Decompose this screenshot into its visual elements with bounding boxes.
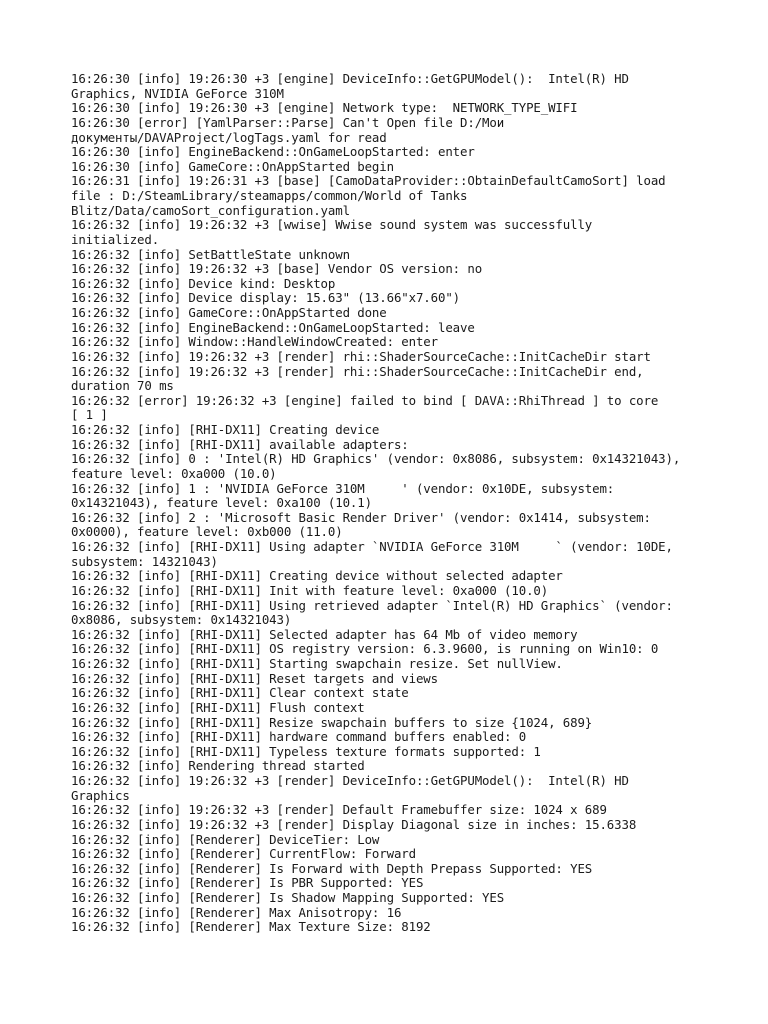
log-line: 16:26:31 [info] 19:26:31 +3 [base] [CamoDataProvider::ObtainDefaultCamoSort] load	[71, 173, 666, 189]
log-line: [ 1 ]	[71, 407, 108, 423]
log-line: 0x14321043), feature level: 0xa100 (10.1)	[71, 495, 372, 511]
log-line: 16:26:30 [info] GameCore::OnAppStarted begin	[71, 158, 394, 174]
log-line: 16:26:32 [info] [RHI-DX11] Typeless texture formats supported: 1	[71, 743, 541, 759]
log-line: file : D:/SteamLibrary/steamapps/common/World of Tanks	[71, 188, 468, 203]
log-line: 16:26:32 [info] 19:26:32 +3 [wwise] Wwise sound system was successfully	[71, 217, 593, 233]
log-line: 16:26:32 [info] [Renderer] Is PBR Supported: YES	[71, 875, 424, 891]
log-line: 16:26:32 [info] 19:26:32 +3 [render] DeviceInfo::GetGPUModel(): Intel(R) HD	[71, 773, 629, 788]
log-line: 16:26:32 [info] 2 : 'Microsoft Basic Render Driver' (vendor: 0x1414, subsystem:	[71, 509, 651, 525]
log-line: Graphics	[71, 787, 130, 803]
log-line: 16:26:32 [info] [RHI-DX11] Creating device without selected adapter	[71, 568, 563, 584]
log-line: 16:26:32 [info] [Renderer] Is Forward with Depth Prepass Supported: YES	[71, 860, 593, 876]
log-line: 16:26:32 [info] Window::HandleWindowCreated: enter	[71, 334, 438, 350]
log-line: initialized.	[71, 231, 160, 247]
log-line: 16:26:32 [info] [RHI-DX11] Clear context state	[71, 685, 409, 701]
log-line: 16:26:30 [info] 19:26:30 +3 [engine] Network type: NETWORK_TYPE_WIFI	[71, 100, 578, 116]
log-line: 16:26:32 [info] [Renderer] Max Texture Size: 8192	[71, 919, 431, 935]
log-line: документы/DAVAProject/logTags.yaml for read	[71, 129, 387, 145]
log-line: 16:26:32 [info] [RHI-DX11] OS registry version: 6.3.9600, is running on Win10: 0	[71, 641, 659, 657]
log-line: 16:26:32 [info] [Renderer] CurrentFlow: Forward	[71, 846, 416, 862]
log-line: Blitz/Data/camoSort_configuration.yaml	[71, 202, 350, 218]
log-line: 16:26:32 [info] 1 : 'NVIDIA GeForce 310M ' (vendor: 0x10DE, subsystem:	[71, 480, 615, 496]
log-line: 16:26:32 [error] 19:26:32 +3 [engine] failed to bind [ DAVA::RhiThread ] to core	[71, 392, 659, 408]
log-line: 16:26:32 [info] [RHI-DX11] Flush context	[71, 699, 365, 715]
log-line: 16:26:32 [info] 19:26:32 +3 [render] Display Diagonal size in inches: 15.6338	[71, 816, 637, 832]
log-line: 16:26:32 [info] [RHI-DX11] Using retrieved adapter `Intel(R) HD Graphics` (vendor:	[71, 597, 673, 613]
log-line: 0x0000), feature level: 0xb000 (11.0)	[71, 524, 343, 540]
log-line: 16:26:32 [info] SetBattleState unknown	[71, 246, 350, 262]
log-line: 16:26:32 [info] GameCore::OnAppStarted done	[71, 305, 387, 320]
log-line: 16:26:32 [info] Device display: 15.63" (13.66"x7.60")	[71, 290, 461, 306]
log-line: 16:26:30 [info] 19:26:30 +3 [engine] DeviceInfo::GetGPUModel(): Intel(R) HD	[71, 71, 629, 86]
log-line: Graphics, NVIDIA GeForce 310M	[71, 85, 284, 101]
log-line: 16:26:32 [info] 19:26:32 +3 [render] rhi::ShaderSourceCache::InitCacheDir start	[71, 348, 651, 364]
log-line: 16:26:32 [info] [Renderer] Max Anisotropy: 16	[71, 904, 402, 920]
log-line: subsystem: 14321043)	[71, 553, 218, 569]
log-line: 16:26:32 [info] Device kind: Desktop	[71, 275, 336, 291]
log-line: 16:26:32 [info] [RHI-DX11] Reset targets and views	[71, 670, 438, 686]
log-line: 16:26:30 [info] EngineBackend::OnGameLoopStarted: enter	[71, 144, 475, 160]
log-line: 16:26:32 [info] [RHI-DX11] Using adapter `NVIDIA GeForce 310M ` (vendor: 10DE,	[71, 539, 673, 554]
log-line: 16:26:32 [info] 0 : 'Intel(R) HD Graphics' (vendor: 0x8086, subsystem: 0x14321043),	[71, 451, 681, 467]
log-line: 16:26:32 [info] EngineBackend::OnGameLoopStarted: leave	[71, 319, 475, 335]
log-line: 16:26:32 [info] [RHI-DX11] Init with feature level: 0xa000 (10.0)	[71, 582, 549, 598]
log-line: 16:26:30 [error] [YamlParser::Parse] Can't Open file D:/Мои	[71, 114, 505, 130]
log-line: feature level: 0xa000 (10.0)	[71, 465, 277, 481]
log-line: 16:26:32 [info] [RHI-DX11] Creating device	[71, 422, 380, 437]
log-line: 16:26:32 [info] [RHI-DX11] Starting swapchain resize. Set nullView.	[71, 656, 563, 671]
log-line: 16:26:32 [info] Rendering thread started	[71, 758, 365, 774]
log-line: 16:26:32 [info] [Renderer] DeviceTier: Low	[71, 831, 380, 847]
log-line: 16:26:32 [info] 19:26:32 +3 [render] rhi::ShaderSourceCache::InitCacheDir end,	[71, 363, 644, 379]
log-document	[71, 72, 711, 935]
log-line: 16:26:32 [info] [RHI-DX11] Selected adapter has 64 Mb of video memory	[71, 626, 578, 642]
log-line: 16:26:32 [info] [RHI-DX11] available adapters:	[71, 436, 409, 452]
log-line: 0x8086, subsystem: 0x14321043)	[71, 612, 292, 628]
log-line: 16:26:32 [info] [Renderer] Is Shadow Mapping Supported: YES	[71, 890, 505, 905]
log-line: 16:26:32 [info] [RHI-DX11] hardware command buffers enabled: 0	[71, 729, 527, 745]
log-line: 16:26:32 [info] 19:26:32 +3 [render] Default Framebuffer size: 1024 x 689	[71, 802, 607, 818]
log-line: 16:26:32 [info] 19:26:32 +3 [base] Vendor OS version: no	[71, 261, 483, 277]
log-line: 16:26:32 [info] [RHI-DX11] Resize swapchain buffers to size {1024, 689}	[71, 714, 593, 730]
log-line: duration 70 ms	[71, 378, 174, 394]
